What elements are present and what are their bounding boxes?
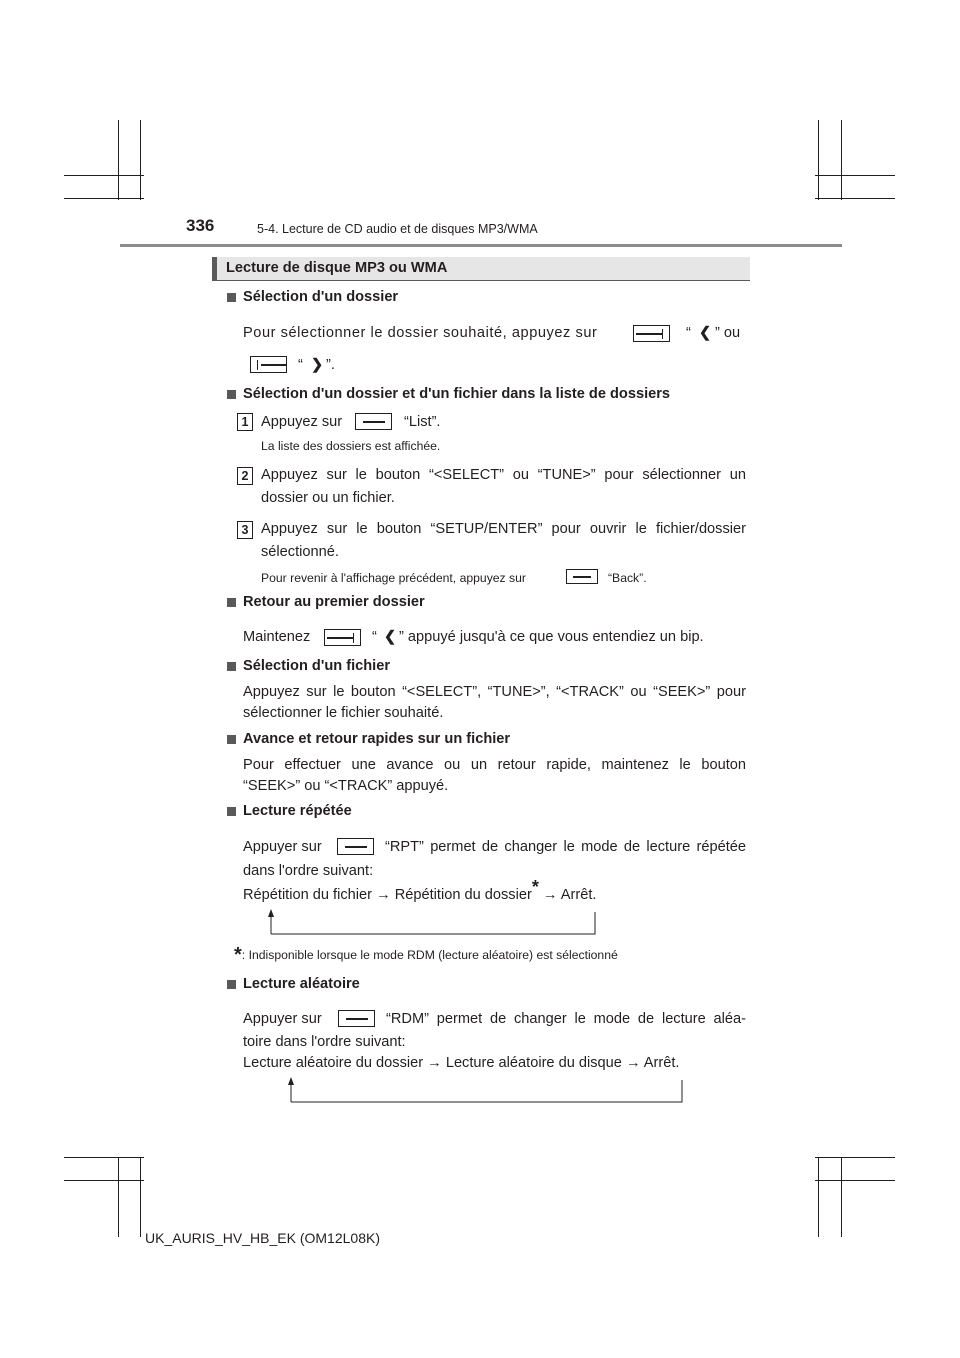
step-number-1: 1 bbox=[237, 413, 253, 431]
heading-fast-forward: Avance et retour rapides sur un fichier bbox=[243, 731, 511, 747]
arrow-right-icon: → bbox=[542, 887, 558, 903]
button-tick bbox=[662, 329, 663, 339]
crop-mark bbox=[64, 198, 144, 199]
crop-mark bbox=[815, 1157, 895, 1158]
button-bar bbox=[363, 421, 385, 423]
s4-text-cont: sélectionner le fichier souhaité. bbox=[243, 705, 444, 721]
step1-text: Appuyez sur bbox=[261, 414, 343, 430]
heading-folder-selection: Sélection d'un dossier bbox=[243, 289, 399, 305]
bullet-square bbox=[227, 735, 236, 744]
footer-code: UK_AURIS_HV_HB_EK (OM12L08K) bbox=[145, 1230, 380, 1246]
loop-arrow-icon bbox=[285, 1076, 685, 1104]
step2-text-cont: dossier ou un fichier. bbox=[261, 490, 395, 506]
arrow-right-icon: → bbox=[427, 1055, 442, 1071]
crop-mark bbox=[140, 120, 141, 200]
chevron-left-icon: ❮ bbox=[699, 325, 712, 341]
step2-text: Appuyez sur le bouton “<SELECT” ou “TUNE>” pour sélectionner un bbox=[261, 467, 746, 483]
heading-random: Lecture aléatoire bbox=[243, 976, 360, 992]
bullet-square bbox=[227, 980, 236, 989]
footnote-text: : Indisponible lorsque le mode RDM (lecture aléatoire) est sélectionné bbox=[241, 948, 618, 962]
footnote-asterisk: * bbox=[234, 944, 242, 966]
banner-accent bbox=[212, 257, 217, 281]
random-cycle-disc: Lecture aléatoire du disque bbox=[445, 1055, 622, 1071]
banner-underline bbox=[212, 280, 750, 281]
button-bar bbox=[327, 637, 353, 639]
repeat-cycle-off: Arrêt. bbox=[560, 887, 597, 903]
s7-text-cont: “RDM” permet de changer le mode de lecture aléa- bbox=[386, 1011, 746, 1027]
arrow-right-icon: → bbox=[625, 1055, 641, 1071]
back-button bbox=[566, 569, 598, 584]
step1-label: “List”. bbox=[404, 414, 441, 430]
crop-mark bbox=[815, 1180, 895, 1181]
heading-file-selection: Sélection d'un fichier bbox=[243, 658, 390, 674]
step-number-3: 3 bbox=[237, 521, 253, 539]
heading-first-folder: Retour au premier dossier bbox=[243, 594, 425, 610]
section-banner bbox=[212, 257, 750, 281]
crop-mark bbox=[818, 120, 819, 200]
button-bar bbox=[345, 846, 367, 848]
bullet-square bbox=[227, 807, 236, 816]
crop-mark bbox=[140, 1157, 141, 1237]
rpt-button bbox=[337, 838, 374, 855]
crop-mark bbox=[64, 1157, 144, 1158]
button-bar bbox=[573, 576, 591, 578]
crop-mark bbox=[815, 198, 895, 199]
button-bar bbox=[346, 1018, 368, 1020]
arrow-right-icon: → bbox=[376, 887, 391, 903]
footnote bbox=[234, 945, 618, 966]
s1-text: Pour sélectionner le dossier souhaité, appuyez sur bbox=[243, 325, 598, 341]
crop-mark bbox=[64, 175, 144, 176]
button-bar bbox=[261, 364, 287, 366]
chevron-right-icon: ❯ bbox=[311, 357, 324, 373]
list-button bbox=[355, 413, 392, 430]
rdm-button bbox=[338, 1010, 375, 1027]
crop-mark bbox=[818, 1157, 819, 1237]
button-bar bbox=[636, 333, 662, 335]
heading-repeat: Lecture répétée bbox=[243, 803, 352, 819]
s7-text: Appuyer sur bbox=[243, 1011, 322, 1027]
s6-order: dans l'ordre suivant: bbox=[243, 863, 374, 879]
repeat-cycle-file: Répétition du fichier bbox=[243, 887, 372, 903]
track-button bbox=[250, 356, 287, 373]
s5-text: Pour effectuer une avance ou un retour rapide, maintenez le bouton bbox=[243, 757, 746, 773]
crop-mark bbox=[841, 120, 842, 200]
seek-button bbox=[324, 629, 361, 646]
section-title: 5-4. Lecture de CD audio et de disques MP3/WMA bbox=[257, 222, 538, 236]
bullet-square bbox=[227, 662, 236, 671]
seek-button bbox=[633, 325, 670, 342]
heading-folder-file-list: Sélection d'un dossier et d'un fichier dans la liste de dossiers bbox=[243, 386, 671, 402]
random-cycle-folder: Lecture aléatoire du dossier bbox=[243, 1055, 424, 1071]
random-cycle bbox=[243, 1053, 679, 1074]
crop-mark bbox=[841, 1157, 842, 1237]
quote-open: “ bbox=[686, 325, 691, 341]
repeat-cycle bbox=[243, 877, 597, 906]
banner-title: Lecture de disque MP3 ou WMA bbox=[226, 260, 448, 276]
crop-mark bbox=[64, 1180, 144, 1181]
step3-text-cont: sélectionné. bbox=[261, 544, 339, 560]
crop-mark bbox=[118, 120, 119, 200]
s4-text: Appuyez sur le bouton “<SELECT”, “TUNE>”, “<TRACK” ou “SEEK>” pour bbox=[243, 684, 746, 700]
s3-text: Maintenez bbox=[243, 629, 311, 645]
step3-text: Appuyez sur le bouton “SETUP/ENTER” pour ouvrir le fichier/dossier bbox=[261, 521, 746, 537]
step1-note: La liste des dossiers est affichée. bbox=[261, 439, 441, 453]
quote-open: “ bbox=[372, 629, 377, 645]
page-number: 336 bbox=[186, 216, 215, 235]
crop-mark bbox=[118, 1157, 119, 1237]
chevron-left-icon: ❮ bbox=[384, 629, 397, 645]
asterisk: * bbox=[531, 877, 539, 898]
s6-text-cont: “RPT” permet de changer le mode de lecture répétée bbox=[385, 839, 746, 855]
repeat-cycle-folder: Répétition du dossier bbox=[394, 887, 532, 903]
quote-close: ”. bbox=[326, 357, 335, 373]
s7-order: toire dans l'ordre suivant: bbox=[243, 1034, 406, 1050]
bullet-square bbox=[227, 390, 236, 399]
step3-note-label: “Back”. bbox=[608, 571, 647, 585]
quote-close-or: ” ou bbox=[715, 325, 741, 341]
button-tick bbox=[353, 633, 354, 643]
bullet-square bbox=[227, 293, 236, 302]
step3-note: Pour revenir à l'affichage précédent, appuyez sur bbox=[261, 571, 526, 585]
s6-text: Appuyer sur bbox=[243, 839, 322, 855]
random-cycle-off: Arrêt. bbox=[643, 1055, 680, 1071]
quote-open: “ bbox=[298, 357, 303, 373]
loop-arrow-icon bbox=[265, 908, 605, 936]
s5-text-cont: “SEEK>” ou “<TRACK” appuyé. bbox=[243, 778, 449, 794]
step-number-2: 2 bbox=[237, 467, 253, 485]
crop-mark bbox=[815, 175, 895, 176]
button-tick bbox=[257, 360, 258, 370]
s3-text-cont: ” appuyé jusqu'à ce que vous entendiez un bip. bbox=[399, 629, 704, 645]
bullet-square bbox=[227, 598, 236, 607]
header-rule bbox=[120, 244, 842, 247]
